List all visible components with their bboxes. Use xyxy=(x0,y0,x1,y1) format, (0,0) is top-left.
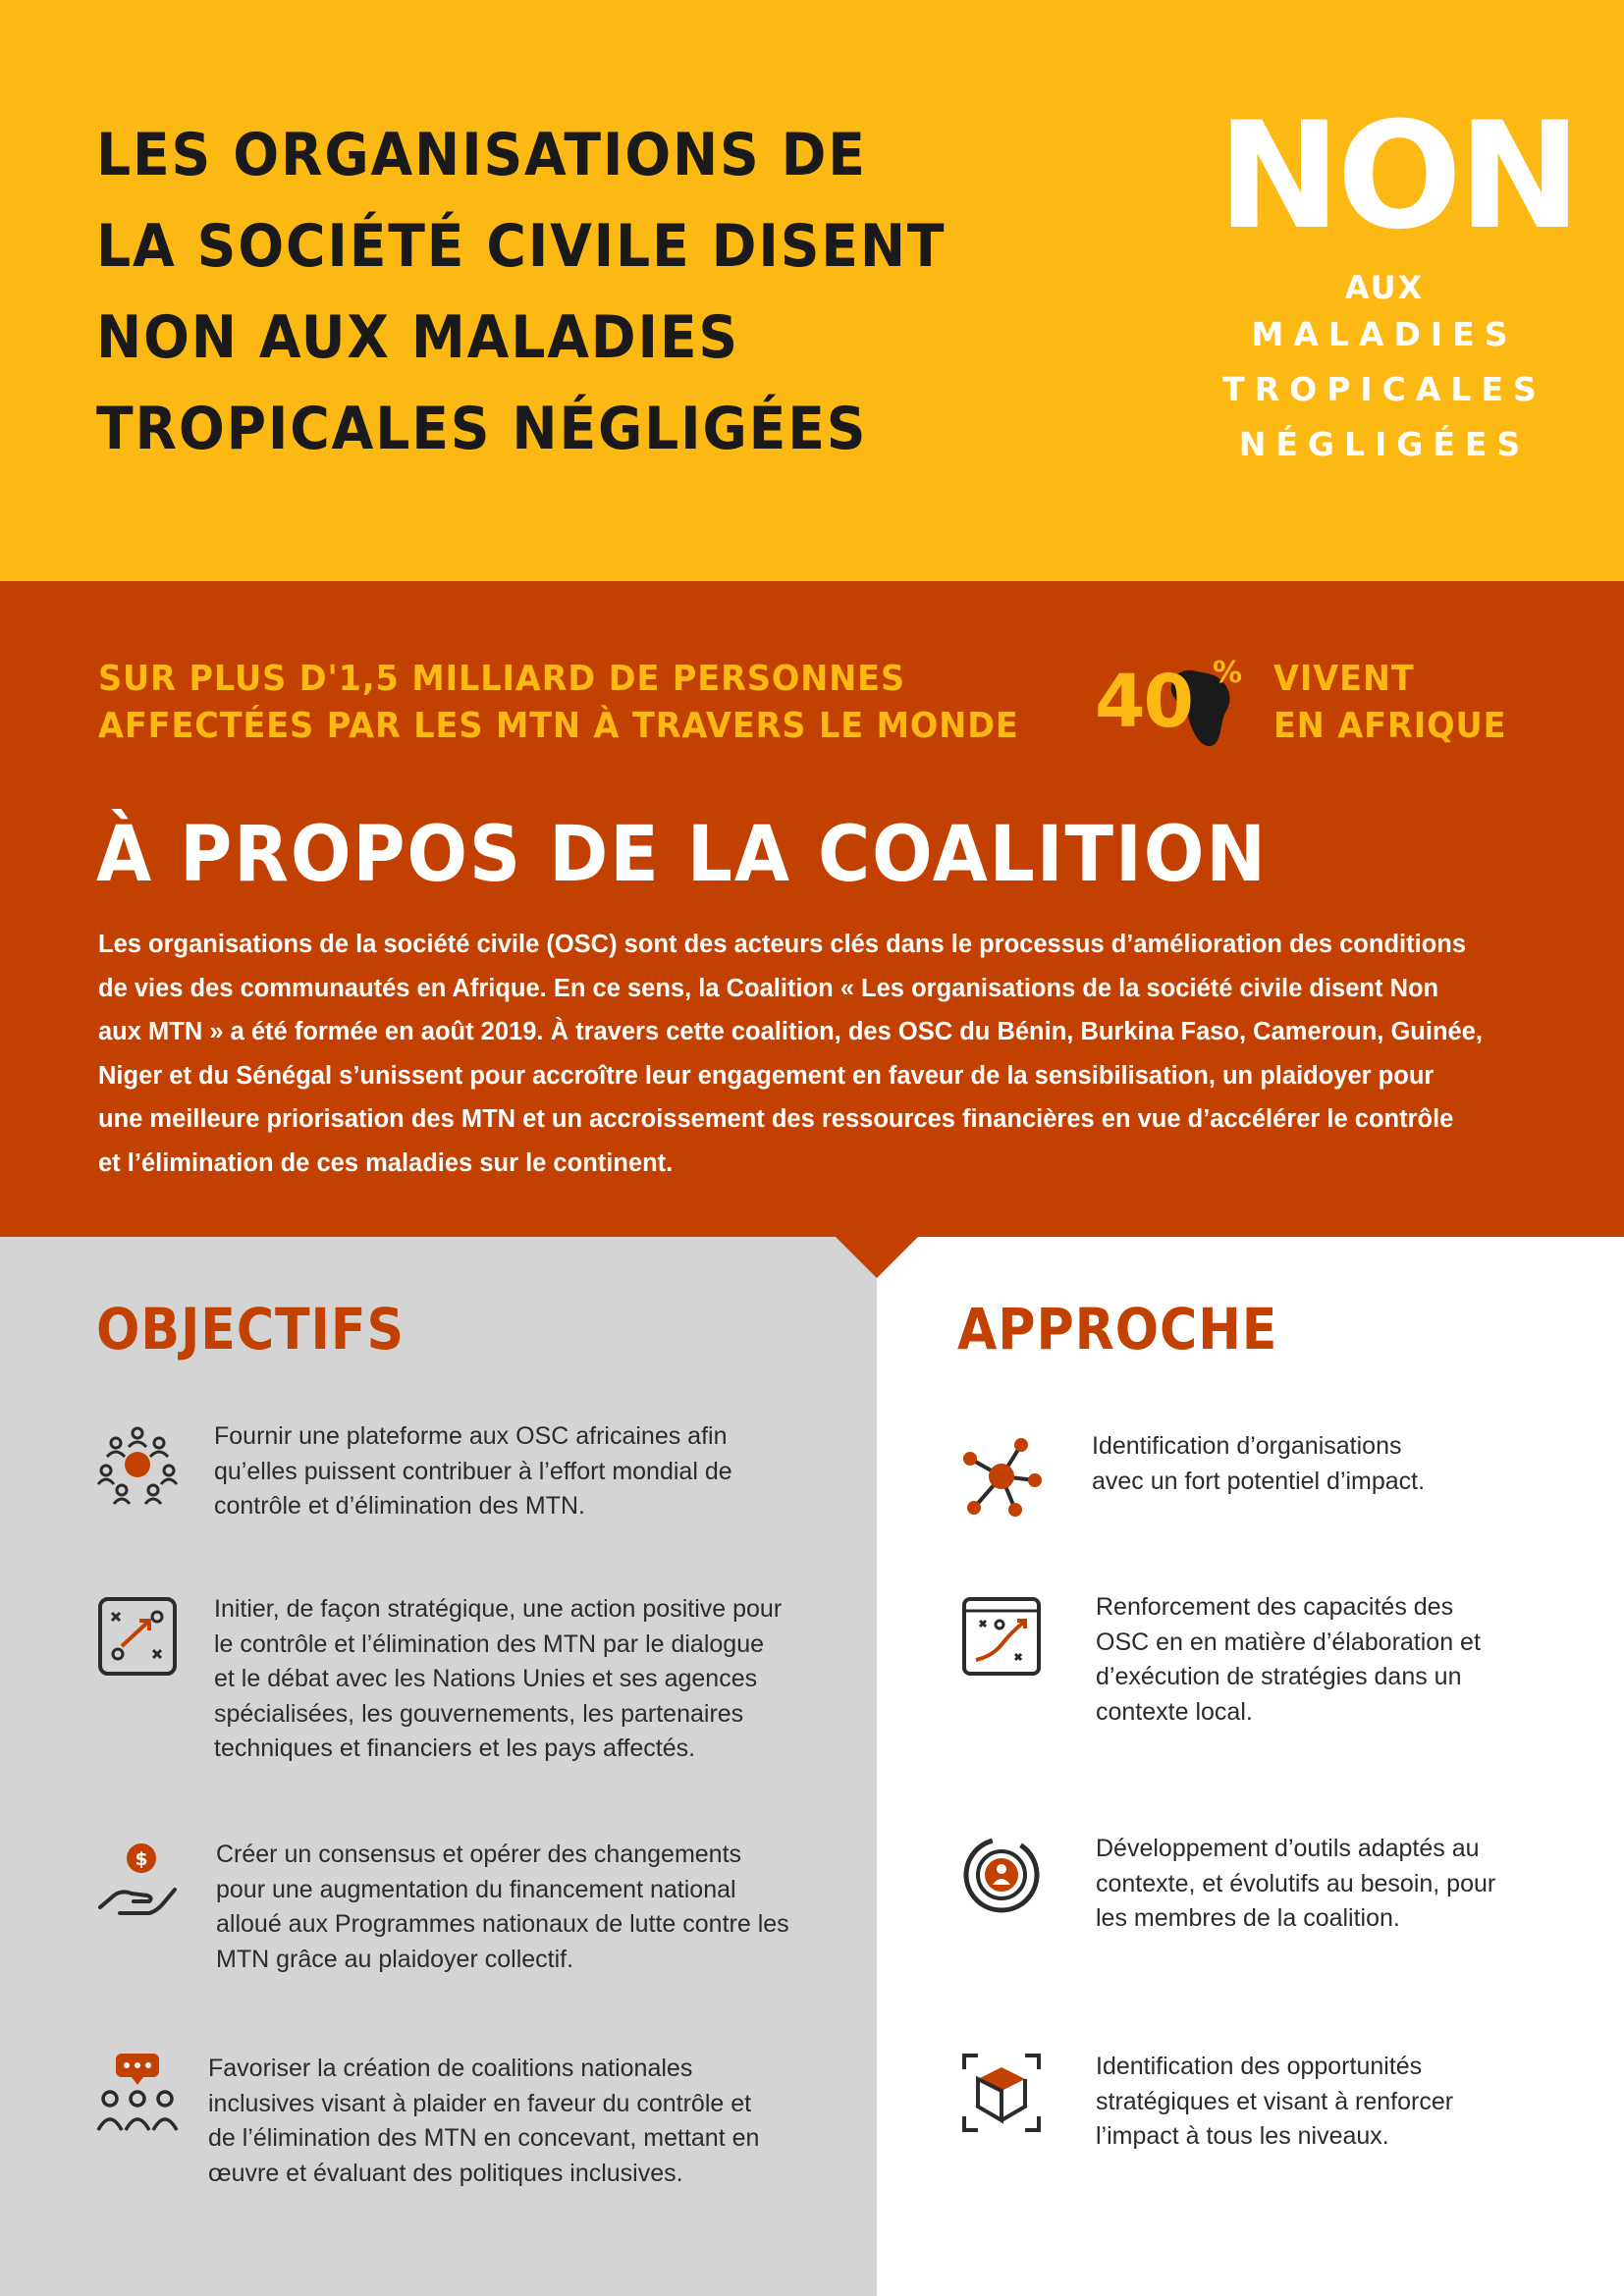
box-focus-icon xyxy=(960,2052,1043,2134)
stat-figure xyxy=(1095,656,1252,764)
about-line: une meilleure priorisation des MTN et un accroissement des ressources financières en vue d’accélérer le contrôle xyxy=(98,1105,1454,1133)
item-line: stratégiques et visant à renforcer xyxy=(1096,2087,1454,2115)
hand-money-icon xyxy=(96,1839,179,1921)
stat-context xyxy=(98,656,1080,750)
group-chat-icon xyxy=(96,2052,179,2134)
stat-percent: % xyxy=(1213,656,1243,690)
item-line: l’impact à tous les niveaux. xyxy=(1096,2122,1389,2150)
item-line: qu’elles puissent contribuer à l’effort mondial de xyxy=(214,1457,732,1485)
title-line: NON AUX MALADIES xyxy=(96,303,739,372)
item-line: d’exécution de stratégies dans un xyxy=(1096,1663,1462,1690)
logo-line: TROPICALES xyxy=(1222,370,1546,408)
item-line: contexte, et évolutifs au besoin, pour xyxy=(1096,1869,1496,1897)
stat-label-line: EN AFRIQUE xyxy=(1273,706,1507,746)
people-network-icon xyxy=(96,1423,179,1506)
growth-chart-icon xyxy=(960,1595,1043,1678)
about-line: et l’élimination de ces maladies sur le continent. xyxy=(98,1148,674,1177)
logo-aux: AUX xyxy=(1344,269,1425,306)
item-line: OSC en en matière d’élaboration et xyxy=(1096,1628,1481,1656)
stat-context-line: SUR PLUS D'1,5 MILLIARD DE PERSONNES xyxy=(98,659,906,699)
item-line: œuvre et évaluant des politiques inclusives. xyxy=(208,2159,683,2187)
about-paragraph xyxy=(98,923,1542,1185)
network-nodes-icon xyxy=(960,1435,1043,1518)
objectif-item xyxy=(216,1838,844,1977)
stat-number: 40 xyxy=(1095,660,1192,744)
about-title: À PROPOS DE LA COALITION xyxy=(96,811,1268,899)
item-line: et le débat avec les Nations Unies et ses agences xyxy=(214,1665,758,1692)
target-person-icon xyxy=(960,1834,1043,1916)
logo-line: NÉGLIGÉES xyxy=(1238,425,1531,463)
strategy-board-icon xyxy=(96,1595,179,1678)
approche-heading: APPROCHE xyxy=(957,1296,1278,1362)
about-line: Niger et du Sénégal s’unissent pour accroître leur engagement en faveur de la sensibilisation, un plaidoyer pour xyxy=(98,1061,1435,1090)
logo-non: NON xyxy=(1218,91,1578,262)
item-line: avec un fort potentiel d’impact. xyxy=(1092,1467,1426,1495)
section-notch xyxy=(834,1235,920,1278)
item-line: Favoriser la création de coalitions nationales xyxy=(208,2055,693,2082)
logo-line: MALADIES xyxy=(1251,315,1518,353)
stat-context-line: AFFECTÉES PAR LES MTN À TRAVERS LE MONDE xyxy=(98,706,1019,746)
campaign-logo xyxy=(1218,91,1578,472)
about-line: de vies des communautés en Afrique. En ce sens, la Coalition « Les organisations de la société civile disent Non xyxy=(98,974,1439,1002)
item-line: MTN grâce au plaidoyer collectif. xyxy=(216,1945,574,1973)
title-line: TROPICALES NÉGLIGÉES xyxy=(96,395,868,463)
item-line: Créer un consensus et opérer des changements xyxy=(216,1841,742,1868)
approche-item xyxy=(1092,1429,1583,1499)
item-line: le contrôle et l’élimination des MTN par le dialogue xyxy=(214,1629,765,1658)
item-line: de l’élimination des MTN en concevant, mettant en xyxy=(208,2124,760,2152)
approche-item xyxy=(1096,1832,1587,1937)
item-line: Fournir une plateforme aux OSC africaines afin xyxy=(214,1422,728,1450)
objectif-item xyxy=(214,1592,842,1767)
page-title xyxy=(96,110,1078,475)
item-line: contexte local. xyxy=(1096,1697,1253,1726)
item-line: alloué aux Programmes nationaux de lutte contre les xyxy=(216,1910,789,1938)
title-line: LA SOCIÉTÉ CIVILE DISENT xyxy=(96,212,947,281)
approche-item xyxy=(1096,1590,1587,1730)
svg-text:$: $ xyxy=(135,1848,148,1870)
header-banner xyxy=(0,0,1624,581)
item-line: Renforcement des capacités des xyxy=(1096,1593,1454,1621)
objectifs-heading: OBJECTIFS xyxy=(96,1296,405,1362)
stat-label xyxy=(1273,656,1568,750)
about-line: Les organisations de la société civile (OSC) sont des acteurs clés dans le processus d’amélioration des conditions xyxy=(98,931,1467,958)
item-line: inclusives visant à plaider en faveur du contrôle et xyxy=(208,2089,752,2117)
item-line: Identification des opportunités xyxy=(1096,2053,1423,2080)
item-line: Identification d’organisations xyxy=(1092,1432,1402,1460)
stat-label-line: VIVENT xyxy=(1273,659,1415,699)
item-line: spécialisées, les gouvernements, les partenaires xyxy=(214,1699,744,1728)
objectif-item xyxy=(208,2052,856,2191)
item-line: les membres de la coalition. xyxy=(1096,1904,1400,1932)
objectif-item xyxy=(214,1419,842,1524)
item-line: techniques et financiers et les pays affectés. xyxy=(214,1735,696,1762)
item-line: Développement d’outils adaptés au xyxy=(1096,1835,1480,1862)
item-line: pour une augmentation du financement national xyxy=(216,1875,736,1903)
approche-item xyxy=(1096,2050,1587,2155)
item-line: contrôle et d’élimination des MTN. xyxy=(214,1492,585,1520)
about-line: aux MTN » a été formée en août 2019. À travers cette coalition, des OSC du Bénin, Burkina Faso, Cameroun, Guinée, xyxy=(98,1018,1483,1045)
item-line: Initier, de façon stratégique, une action positive pour xyxy=(214,1595,783,1623)
title-line: LES ORGANISATIONS DE xyxy=(96,121,867,189)
